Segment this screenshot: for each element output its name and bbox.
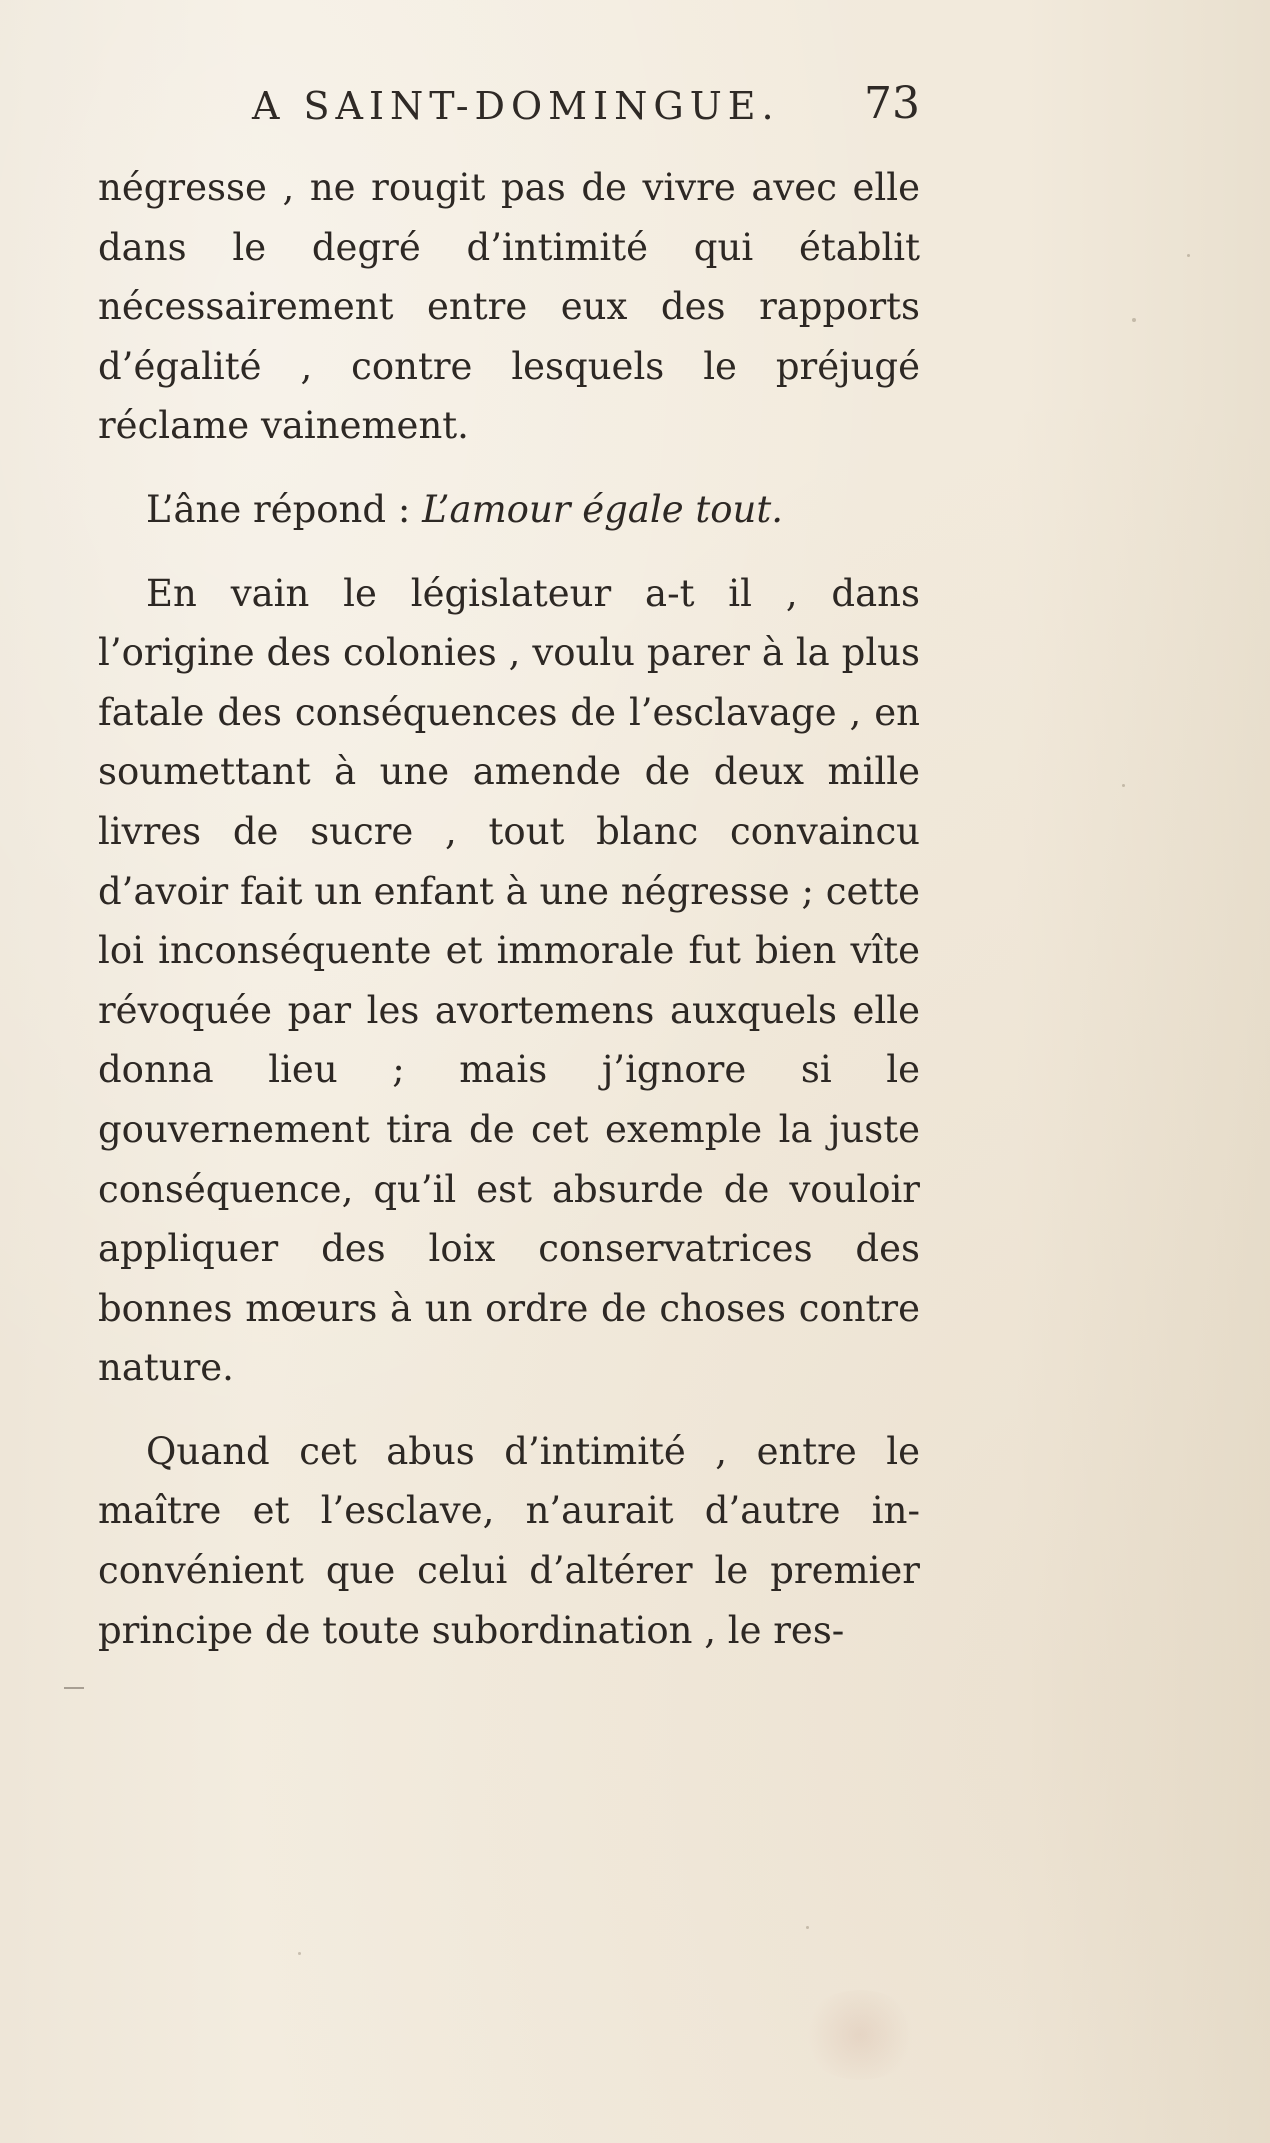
paper-stain xyxy=(800,1990,920,2080)
page-number: 73 xyxy=(864,78,920,129)
paper-speck xyxy=(1122,784,1125,787)
paragraph-2 xyxy=(98,480,920,540)
paragraph-3: En vain le législateur a-t il , dans l’origine des colonies , voulu parer à la plus fatale des conséquences de l’esclavage , en soumettant à une amende de deux mille livres de sucre , tout blanc convaincu d’avoir fait un enfant à une négresse ; cette loi inconséquente et immorale fut bien vîte révoquée par les avortemens auxquels elle donna lieu ; mais j’ignore si le gouvernement tira de cet exemple la juste conséquence, qu’il est absurde de vouloir appliquer des loix conservatrices des bonnes mœurs à un ordre de choses contre nature. xyxy=(98,571,920,1390)
running-title: A SAINT-DOMINGUE. xyxy=(252,84,780,128)
paragraph-4: Quand cet abus d’intimité , entre le maître et l’esclave, n’aurait d’autre inconvénient que celui d’altérer le premier principe de toute subordination , le res- xyxy=(98,1429,920,1652)
running-head xyxy=(252,78,920,138)
margin-mark xyxy=(64,1687,84,1689)
paper-speck xyxy=(1132,318,1136,322)
paper-speck xyxy=(806,1926,809,1929)
paper-speck xyxy=(298,1952,301,1955)
paragraph-1: négresse , ne rougit pas de vivre avec elle dans le degré d’intimité qui établit nécessairement entre eux des rapports d’égalité , contre lesquels le préjugé réclame vainement. xyxy=(98,166,920,448)
paper-speck xyxy=(1187,254,1190,257)
paragraph-2-lead: L’âne répond : xyxy=(146,487,423,531)
paragraph-2-quote: L’amour égale tout. xyxy=(422,487,783,531)
body-text xyxy=(98,158,920,1660)
